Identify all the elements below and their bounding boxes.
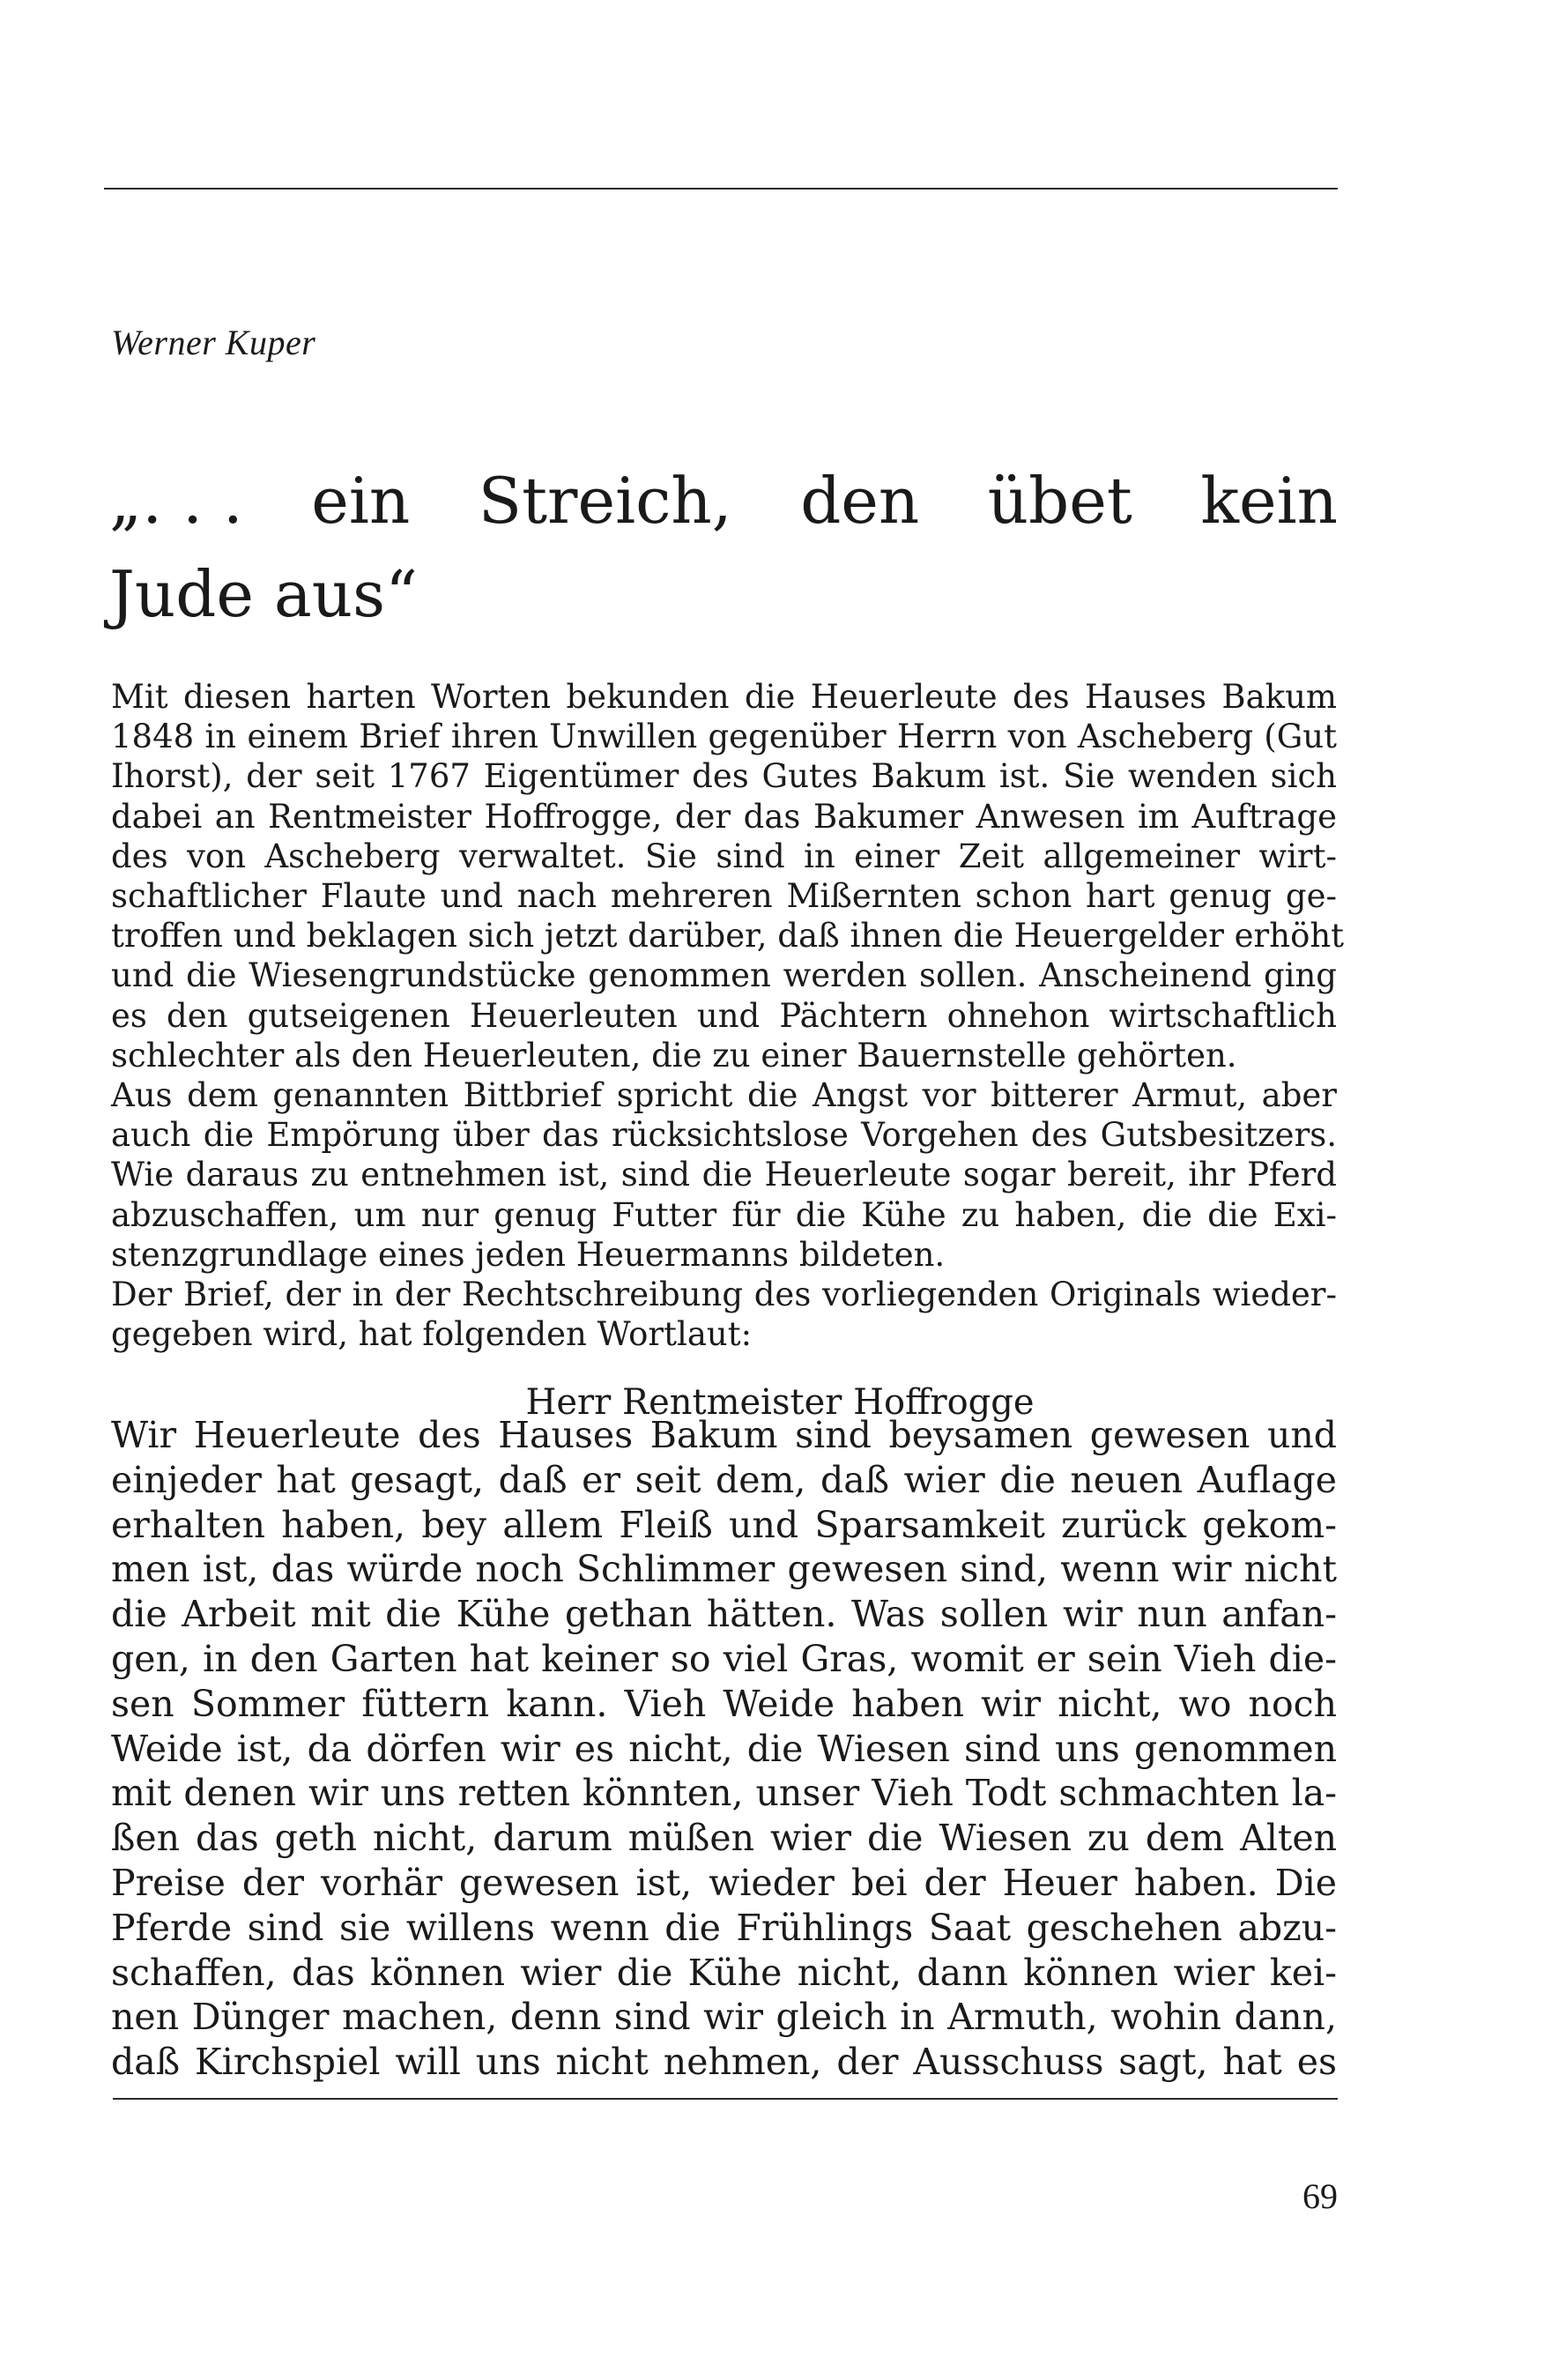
intro-line: gegeben wird, hat folgenden Wortlaut: [111,1315,753,1354]
title-line-1 [109,454,1338,547]
intro-line: auch die Empörung über das rücksichtslose Vorgehen des Gutsbesitzers. [111,1116,1337,1155]
title-word: „. . . [109,464,243,538]
intro-line: stenzgrundlage eines jeden Heuermanns bildeten. [111,1235,946,1274]
intro-line: troffen und beklagen sich jetzt darüber, daß ihnen die Heuergelder erhöht [111,917,1345,956]
letter-line: sen Sommer füttern kann. Vieh Weide haben wir nicht, wo noch [111,1682,1337,1725]
title-line-2: Jude aus“ [109,557,418,631]
title-word: den [800,464,920,538]
letter-line: Preise der vorhär gewesen ist, wieder bei der Heuer haben. Die [111,1861,1337,1904]
intro-line: abzuschaffen, um nur genug Futter für die Kühe zu haben, die die Exi- [111,1195,1337,1234]
letter-line: men ist, das würde noch Schlimmer gewesen sind, wenn wir nicht [111,1548,1337,1591]
letter-line: Wir Heuerleute des Hauses Bakum sind beysamen gewesen und [111,1414,1337,1456]
title-word: ein [311,464,411,538]
intro-line: dabei an Rentmeister Hoffrogge, der das Bakumer Anwesen im Auftrage [111,797,1337,836]
intro-line: es den gutseigenen Heuerleuten und Pächtern ohnehon wirtschaftlich [111,996,1337,1035]
intro-line: Ihorst), der seit 1767 Eigentümer des Gutes Bakum ist. Sie wenden sich [111,757,1337,796]
letter-line: schaffen, das können wier die Kühe nicht, dann können wier kei- [111,1951,1337,1994]
title-word: übet [987,464,1132,538]
page-number: 69 [1302,2176,1338,2216]
title-word: kein [1200,464,1338,538]
intro-line: Der Brief, der in der Rechtschreibung des vorliegenden Originals wieder- [111,1276,1337,1314]
intro-line: des von Ascheberg verwaltet. Sie sind in einer Zeit allgemeiner wirt- [111,837,1337,875]
letter-line: einjeder hat gesagt, daß er seit dem, daß wier die neuen Auflage [111,1458,1337,1501]
letter-line: erhalten haben, bey allem Fleiß und Sparsamkeit zurück gekom- [111,1503,1337,1546]
intro-paragraph [111,677,1345,1354]
salutation-text: Herr Rentmeister Hoffrogge [525,1382,1035,1423]
intro-line: Mit diesen harten Worten bekunden die Heuerleute des Hauses Bakum [111,678,1337,716]
title-word: Streich, [478,464,732,538]
top-rule [104,188,1338,190]
article-title [109,454,1338,641]
letter-line: gen, in den Garten hat keiner so viel Gras, womit er sein Vieh die- [111,1637,1337,1680]
letter-body [111,1413,1337,2085]
intro-line: und die Wiesengrundstücke genommen werden sollen. Anscheinend ging [111,956,1337,995]
letter-line: mit denen wir uns retten könnten, unser Vieh Todt schmachten la- [111,1772,1337,1815]
intro-line: schlechter als den Heuerleuten, die zu einer Bauernstelle gehörten. [111,1036,1237,1075]
letter-line: daß Kirchspiel will uns nicht nehmen, der Ausschuss sagt, hat es [111,2041,1337,2084]
bottom-rule [113,2098,1338,2100]
letter-line: Weide ist, da dörfen wir es nicht, die Wiesen sind uns genommen [111,1727,1337,1770]
intro-line: Wie daraus zu entnehmen ist, sind die Heuerleute sogar bereit, ihr Pferd [111,1156,1337,1194]
intro-line: Aus dem genannten Bittbrief spricht die Angst vor bitterer Armut, aber [111,1076,1337,1115]
letter-line: die Arbeit mit die Kühe gethan hätten. Was sollen wir nun anfan- [111,1593,1337,1636]
letter-line: ßen das geth nicht, darum müßen wier die Wiesen zu dem Alten [111,1817,1337,1860]
intro-line: 1848 in einem Brief ihren Unwillen gegenüber Herrn von Ascheberg (Gut [111,718,1337,756]
letter-line: nen Dünger machen, denn sind wir gleich in Armuth, wohin dann, [111,1996,1337,2039]
intro-line: schaftlicher Flaute und nach mehreren Mißernten schon hart genug ge- [111,877,1337,916]
letter-line: Pferde sind sie willens wenn die Frühlings Saat geschehen abzu- [111,1906,1337,1949]
author-name: Werner Kuper [111,323,316,362]
